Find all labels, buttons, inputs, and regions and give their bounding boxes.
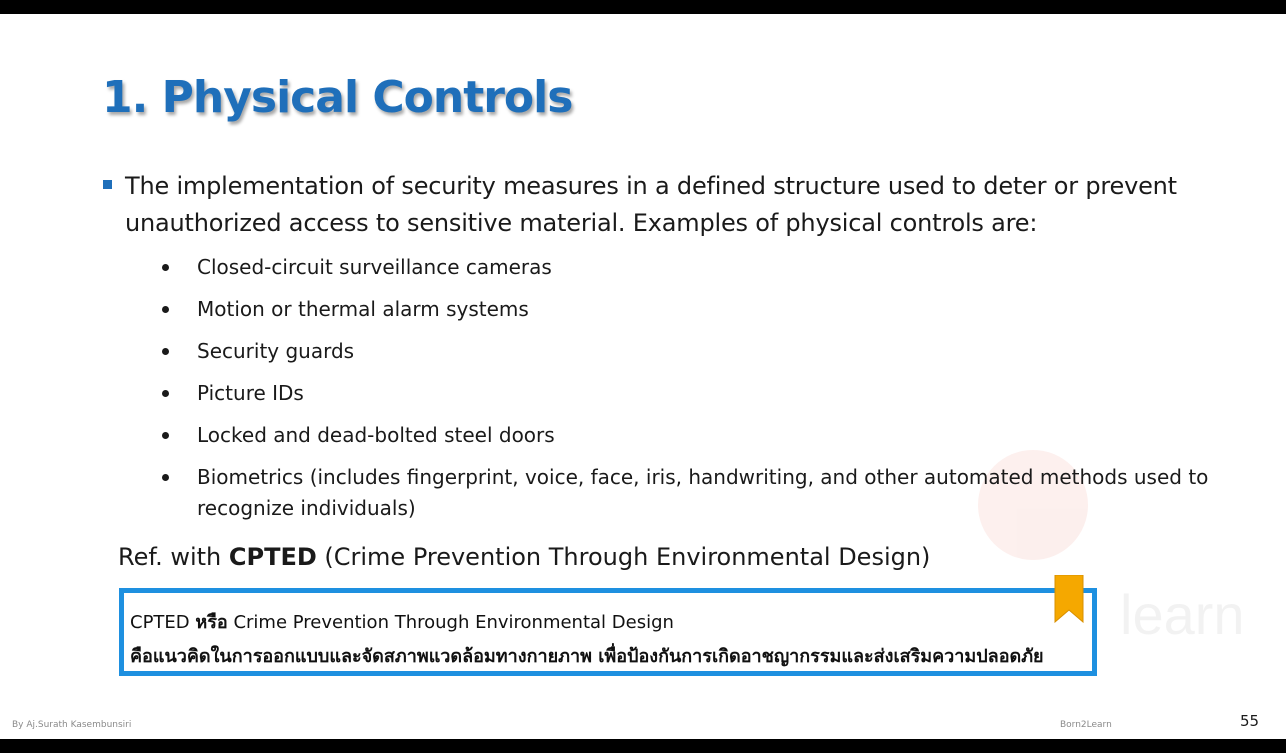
list-item: [160, 252, 1220, 283]
list-item-text: Security guards: [197, 339, 355, 363]
box-line1-b: Crime Prevention Through Environmental Design: [227, 612, 674, 633]
slide-title: 1. Physical Controls: [102, 72, 573, 123]
intro-paragraph: [103, 168, 1203, 242]
list-item-text: Closed-circuit surveillance cameras: [197, 255, 552, 279]
ref-cpted: CPTED: [228, 543, 317, 571]
ref-suffix: (Crime Prevention Through Environmental Design): [316, 543, 931, 571]
physical-controls-list: [160, 252, 1220, 535]
footer-brand: Born2Learn: [1060, 720, 1112, 730]
box-line1-a: CPTED: [130, 612, 196, 633]
list-item-text: Motion or thermal alarm systems: [197, 297, 529, 321]
page-number: 55: [1240, 712, 1260, 730]
bottom-letterbox-bar: [0, 739, 1286, 753]
bullet-dot-icon: [162, 348, 169, 355]
cpted-definition-box: [119, 588, 1097, 676]
cpted-definition-heading: [130, 607, 674, 636]
bullet-dot-icon: [162, 390, 169, 397]
list-item-text: Picture IDs: [197, 381, 304, 405]
list-item-text: Biometrics (includes fingerprint, voice, face, iris, handwriting, and other automated methods used to recognize individuals): [197, 465, 1209, 520]
list-item: [160, 462, 1220, 524]
bullet-dot-icon: [162, 432, 169, 439]
top-letterbox-bar: [0, 0, 1286, 14]
box-line1-bold: หรือ: [195, 612, 228, 633]
list-item: [160, 294, 1220, 325]
ref-prefix: Ref. with: [118, 543, 229, 571]
watermark-text: learn: [1120, 583, 1245, 646]
cpted-definition-thai: คือแนวคิดในการออกแบบและจัดสภาพแวดล้อมทางกายภาพ เพื่อป้องกันการเกิดอาชญากรรมและส่งเสริมความปลอดภัย: [130, 646, 1044, 667]
list-item: [160, 420, 1220, 451]
list-item-text: Locked and dead-bolted steel doors: [197, 423, 555, 447]
bookmark-icon: [1054, 575, 1084, 623]
bullet-dot-icon: [162, 474, 169, 481]
list-item: [160, 336, 1220, 367]
intro-text: The implementation of security measures in a defined structure used to deter or prevent unauthorized access to sensitive material. Examples of physical controls are:: [125, 172, 1177, 237]
list-item: [160, 378, 1220, 409]
cpted-reference: [118, 543, 930, 571]
footer-author: By Aj.Surath Kasembunsiri: [12, 720, 132, 730]
bullet-dot-icon: [162, 264, 169, 271]
square-bullet-icon: [103, 180, 112, 189]
bullet-dot-icon: [162, 306, 169, 313]
